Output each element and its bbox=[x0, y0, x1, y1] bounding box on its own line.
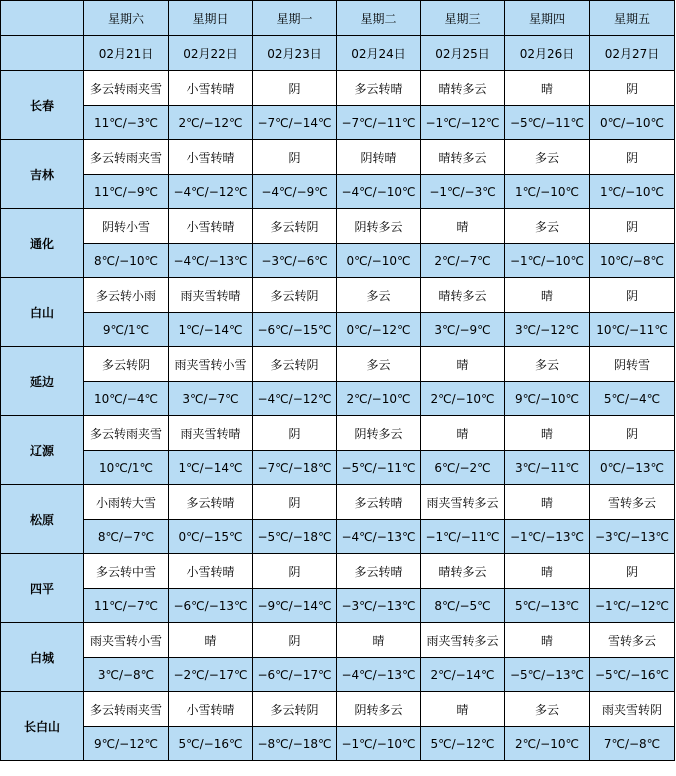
weather-condition-cell: 多云 bbox=[337, 278, 421, 313]
weather-condition-cell: 多云转阴 bbox=[253, 347, 337, 382]
temperature-range-cell: 7℃/−8℃ bbox=[590, 727, 675, 761]
weather-condition-cell: 多云转阴 bbox=[253, 278, 337, 313]
weather-condition-cell: 雨夹雪转阴 bbox=[590, 692, 675, 727]
city-name: 白城 bbox=[1, 623, 84, 692]
city-temperature-row bbox=[1, 451, 675, 485]
weather-condition-cell: 晴转多云 bbox=[421, 554, 505, 589]
temperature-range-cell: 11℃/−9℃ bbox=[84, 175, 169, 209]
temperature-range-cell: −8℃/−18℃ bbox=[253, 727, 337, 761]
city-name: 吉林 bbox=[1, 140, 84, 209]
city-weather-row bbox=[1, 209, 675, 244]
city-temperature-row bbox=[1, 658, 675, 692]
city-weather-row bbox=[1, 278, 675, 313]
temperature-range-cell: −4℃/−12℃ bbox=[253, 382, 337, 416]
temperature-range-cell: −4℃/−13℃ bbox=[169, 244, 253, 278]
temperature-range-cell: 1℃/−10℃ bbox=[505, 175, 590, 209]
temperature-range-cell: 3℃/−12℃ bbox=[505, 313, 590, 347]
city-temperature-row bbox=[1, 175, 675, 209]
weather-condition-cell: 小雪转晴 bbox=[169, 71, 253, 106]
city-name: 辽源 bbox=[1, 416, 84, 485]
weather-condition-cell: 多云 bbox=[505, 692, 590, 727]
temperature-range-cell: 5℃/−12℃ bbox=[421, 727, 505, 761]
city-temperature-row bbox=[1, 313, 675, 347]
weather-condition-cell: 多云 bbox=[505, 209, 590, 244]
weather-condition-cell: 多云转阴 bbox=[253, 692, 337, 727]
temperature-range-cell: −9℃/−14℃ bbox=[253, 589, 337, 623]
weather-condition-cell: 阴 bbox=[590, 71, 675, 106]
city-name: 长春 bbox=[1, 71, 84, 140]
temperature-range-cell: 3℃/−8℃ bbox=[84, 658, 169, 692]
weather-condition-cell: 雨夹雪转晴 bbox=[169, 278, 253, 313]
city-weather-row bbox=[1, 347, 675, 382]
city-name: 松原 bbox=[1, 485, 84, 554]
temperature-range-cell: 1℃/−10℃ bbox=[590, 175, 675, 209]
weekday-header: 星期三 bbox=[421, 1, 505, 36]
temperature-range-cell: 3℃/−11℃ bbox=[505, 451, 590, 485]
temperature-range-cell: 2℃/−12℃ bbox=[169, 106, 253, 140]
date-header: 02月24日 bbox=[337, 36, 421, 71]
temperature-range-cell: −1℃/−13℃ bbox=[505, 520, 590, 554]
temperature-range-cell: −6℃/−15℃ bbox=[253, 313, 337, 347]
date-header: 02月25日 bbox=[421, 36, 505, 71]
weather-condition-cell: 晴转多云 bbox=[421, 278, 505, 313]
weekday-header: 星期四 bbox=[505, 1, 590, 36]
temperature-range-cell: −5℃/−11℃ bbox=[505, 106, 590, 140]
temperature-range-cell: 0℃/−10℃ bbox=[590, 106, 675, 140]
weather-condition-cell: 阴转多云 bbox=[337, 416, 421, 451]
weather-condition-cell: 雨夹雪转多云 bbox=[421, 485, 505, 520]
city-weather-row bbox=[1, 71, 675, 106]
weather-condition-cell: 晴 bbox=[421, 692, 505, 727]
weather-condition-cell: 多云转晴 bbox=[337, 485, 421, 520]
weather-condition-cell: 多云转晴 bbox=[337, 71, 421, 106]
temperature-range-cell: 9℃/−12℃ bbox=[84, 727, 169, 761]
temperature-range-cell: 8℃/−10℃ bbox=[84, 244, 169, 278]
city-name: 长白山 bbox=[1, 692, 84, 761]
weather-condition-cell: 阴转晴 bbox=[337, 140, 421, 175]
weather-condition-cell: 晴 bbox=[505, 71, 590, 106]
weather-condition-cell: 阴 bbox=[253, 140, 337, 175]
temperature-range-cell: −4℃/−10℃ bbox=[337, 175, 421, 209]
temperature-range-cell: −1℃/−10℃ bbox=[505, 244, 590, 278]
weather-condition-cell: 晴 bbox=[421, 347, 505, 382]
temperature-range-cell: −6℃/−13℃ bbox=[169, 589, 253, 623]
temperature-range-cell: −6℃/−17℃ bbox=[253, 658, 337, 692]
corner-cell bbox=[1, 36, 84, 71]
weather-condition-cell: 多云转小雨 bbox=[84, 278, 169, 313]
date-header: 02月27日 bbox=[590, 36, 675, 71]
weather-condition-cell: 多云转雨夹雪 bbox=[84, 140, 169, 175]
temperature-range-cell: −1℃/−12℃ bbox=[421, 106, 505, 140]
temperature-range-cell: 10℃/−4℃ bbox=[84, 382, 169, 416]
weather-condition-cell: 阴 bbox=[253, 485, 337, 520]
weather-condition-cell: 晴 bbox=[169, 623, 253, 658]
weather-condition-cell: 晴 bbox=[337, 623, 421, 658]
temperature-range-cell: −4℃/−9℃ bbox=[253, 175, 337, 209]
temperature-range-cell: 2℃/−10℃ bbox=[505, 727, 590, 761]
weather-condition-cell: 阴 bbox=[590, 209, 675, 244]
temperature-range-cell: 2℃/−14℃ bbox=[421, 658, 505, 692]
temperature-range-cell: 10℃/−8℃ bbox=[590, 244, 675, 278]
weather-condition-cell: 阴 bbox=[590, 554, 675, 589]
weather-condition-cell: 阴 bbox=[253, 554, 337, 589]
temperature-range-cell: 8℃/−5℃ bbox=[421, 589, 505, 623]
weather-condition-cell: 小雪转晴 bbox=[169, 692, 253, 727]
weather-condition-cell: 雨夹雪转多云 bbox=[421, 623, 505, 658]
temperature-range-cell: 5℃/−16℃ bbox=[169, 727, 253, 761]
city-weather-row bbox=[1, 692, 675, 727]
weather-condition-cell: 小雪转晴 bbox=[169, 554, 253, 589]
weather-condition-cell: 阴 bbox=[590, 416, 675, 451]
city-weather-row bbox=[1, 623, 675, 658]
weather-condition-cell: 晴转多云 bbox=[421, 140, 505, 175]
weather-condition-cell: 晴 bbox=[505, 278, 590, 313]
weather-condition-cell: 多云 bbox=[337, 347, 421, 382]
temperature-range-cell: −7℃/−18℃ bbox=[253, 451, 337, 485]
weather-condition-cell: 多云转雨夹雪 bbox=[84, 692, 169, 727]
temperature-range-cell: 11℃/−3℃ bbox=[84, 106, 169, 140]
weather-condition-cell: 阴转多云 bbox=[337, 692, 421, 727]
weather-condition-cell: 阴 bbox=[590, 278, 675, 313]
temperature-range-cell: −1℃/−10℃ bbox=[337, 727, 421, 761]
temperature-range-cell: 1℃/−14℃ bbox=[169, 451, 253, 485]
date-header-row bbox=[1, 36, 675, 71]
weather-condition-cell: 多云转雨夹雪 bbox=[84, 416, 169, 451]
temperature-range-cell: 0℃/−13℃ bbox=[590, 451, 675, 485]
date-header: 02月26日 bbox=[505, 36, 590, 71]
temperature-range-cell: −4℃/−13℃ bbox=[337, 520, 421, 554]
temperature-range-cell: −7℃/−14℃ bbox=[253, 106, 337, 140]
temperature-range-cell: 2℃/−10℃ bbox=[337, 382, 421, 416]
temperature-range-cell: 9℃/1℃ bbox=[84, 313, 169, 347]
date-header: 02月22日 bbox=[169, 36, 253, 71]
weather-condition-cell: 阴 bbox=[253, 416, 337, 451]
temperature-range-cell: −5℃/−16℃ bbox=[590, 658, 675, 692]
weather-condition-cell: 多云转晴 bbox=[169, 485, 253, 520]
city-temperature-row bbox=[1, 244, 675, 278]
weather-condition-cell: 晴 bbox=[421, 416, 505, 451]
weather-condition-cell: 多云转晴 bbox=[337, 554, 421, 589]
weekday-header: 星期六 bbox=[84, 1, 169, 36]
temperature-range-cell: 2℃/−7℃ bbox=[421, 244, 505, 278]
city-name: 延边 bbox=[1, 347, 84, 416]
temperature-range-cell: 6℃/−2℃ bbox=[421, 451, 505, 485]
temperature-range-cell: 2℃/−10℃ bbox=[421, 382, 505, 416]
weather-condition-cell: 晴 bbox=[421, 209, 505, 244]
city-name: 白山 bbox=[1, 278, 84, 347]
weather-condition-cell: 雨夹雪转小雪 bbox=[84, 623, 169, 658]
temperature-range-cell: 8℃/−7℃ bbox=[84, 520, 169, 554]
city-temperature-row bbox=[1, 382, 675, 416]
city-weather-row bbox=[1, 416, 675, 451]
weather-condition-cell: 阴 bbox=[253, 71, 337, 106]
city-temperature-row bbox=[1, 727, 675, 761]
weekday-header: 星期五 bbox=[590, 1, 675, 36]
temperature-range-cell: −1℃/−12℃ bbox=[590, 589, 675, 623]
temperature-range-cell: −7℃/−11℃ bbox=[337, 106, 421, 140]
temperature-range-cell: −3℃/−13℃ bbox=[590, 520, 675, 554]
temperature-range-cell: 3℃/−7℃ bbox=[169, 382, 253, 416]
weather-condition-cell: 晴 bbox=[505, 554, 590, 589]
city-name: 通化 bbox=[1, 209, 84, 278]
weekday-header-row bbox=[1, 1, 675, 36]
weather-condition-cell: 雨夹雪转晴 bbox=[169, 416, 253, 451]
weather-condition-cell: 多云 bbox=[505, 140, 590, 175]
temperature-range-cell: −3℃/−13℃ bbox=[337, 589, 421, 623]
weather-condition-cell: 阴 bbox=[590, 140, 675, 175]
temperature-range-cell: 10℃/1℃ bbox=[84, 451, 169, 485]
weather-condition-cell: 阴转小雪 bbox=[84, 209, 169, 244]
weather-condition-cell: 晴 bbox=[505, 416, 590, 451]
weather-condition-cell: 小雨转大雪 bbox=[84, 485, 169, 520]
temperature-range-cell: 5℃/−13℃ bbox=[505, 589, 590, 623]
city-name: 四平 bbox=[1, 554, 84, 623]
temperature-range-cell: −1℃/−3℃ bbox=[421, 175, 505, 209]
temperature-range-cell: −1℃/−11℃ bbox=[421, 520, 505, 554]
weather-condition-cell: 阴转雪 bbox=[590, 347, 675, 382]
temperature-range-cell: −5℃/−13℃ bbox=[505, 658, 590, 692]
weather-condition-cell: 多云转阴 bbox=[253, 209, 337, 244]
temperature-range-cell: −5℃/−11℃ bbox=[337, 451, 421, 485]
corner-cell bbox=[1, 1, 84, 36]
weather-condition-cell: 晴转多云 bbox=[421, 71, 505, 106]
city-weather-row bbox=[1, 554, 675, 589]
weather-condition-cell: 多云转中雪 bbox=[84, 554, 169, 589]
temperature-range-cell: −4℃/−12℃ bbox=[169, 175, 253, 209]
city-weather-row bbox=[1, 140, 675, 175]
temperature-range-cell: 3℃/−9℃ bbox=[421, 313, 505, 347]
date-header: 02月23日 bbox=[253, 36, 337, 71]
weather-condition-cell: 晴 bbox=[505, 485, 590, 520]
weather-condition-cell: 雨夹雪转小雪 bbox=[169, 347, 253, 382]
temperature-range-cell: 5℃/−4℃ bbox=[590, 382, 675, 416]
weather-condition-cell: 小雪转晴 bbox=[169, 140, 253, 175]
weather-condition-cell: 小雪转晴 bbox=[169, 209, 253, 244]
forecast-table-body bbox=[1, 1, 675, 761]
date-header: 02月21日 bbox=[84, 36, 169, 71]
temperature-range-cell: −2℃/−17℃ bbox=[169, 658, 253, 692]
weather-condition-cell: 阴 bbox=[253, 623, 337, 658]
weather-condition-cell: 雪转多云 bbox=[590, 623, 675, 658]
city-temperature-row bbox=[1, 589, 675, 623]
temperature-range-cell: −3℃/−6℃ bbox=[253, 244, 337, 278]
temperature-range-cell: 0℃/−10℃ bbox=[337, 244, 421, 278]
city-weather-row bbox=[1, 485, 675, 520]
city-temperature-row bbox=[1, 520, 675, 554]
weekday-header: 星期一 bbox=[253, 1, 337, 36]
temperature-range-cell: 1℃/−14℃ bbox=[169, 313, 253, 347]
weather-condition-cell: 雪转多云 bbox=[590, 485, 675, 520]
temperature-range-cell: 10℃/−11℃ bbox=[590, 313, 675, 347]
temperature-range-cell: 11℃/−7℃ bbox=[84, 589, 169, 623]
weather-condition-cell: 晴 bbox=[505, 623, 590, 658]
temperature-range-cell: −5℃/−18℃ bbox=[253, 520, 337, 554]
temperature-range-cell: 0℃/−15℃ bbox=[169, 520, 253, 554]
temperature-range-cell: −4℃/−13℃ bbox=[337, 658, 421, 692]
weather-condition-cell: 多云转阴 bbox=[84, 347, 169, 382]
weekday-header: 星期日 bbox=[169, 1, 253, 36]
temperature-range-cell: 0℃/−12℃ bbox=[337, 313, 421, 347]
weather-condition-cell: 阴转多云 bbox=[337, 209, 421, 244]
weather-condition-cell: 多云 bbox=[505, 347, 590, 382]
weekday-header: 星期二 bbox=[337, 1, 421, 36]
temperature-range-cell: 9℃/−10℃ bbox=[505, 382, 590, 416]
city-temperature-row bbox=[1, 106, 675, 140]
weather-condition-cell: 多云转雨夹雪 bbox=[84, 71, 169, 106]
